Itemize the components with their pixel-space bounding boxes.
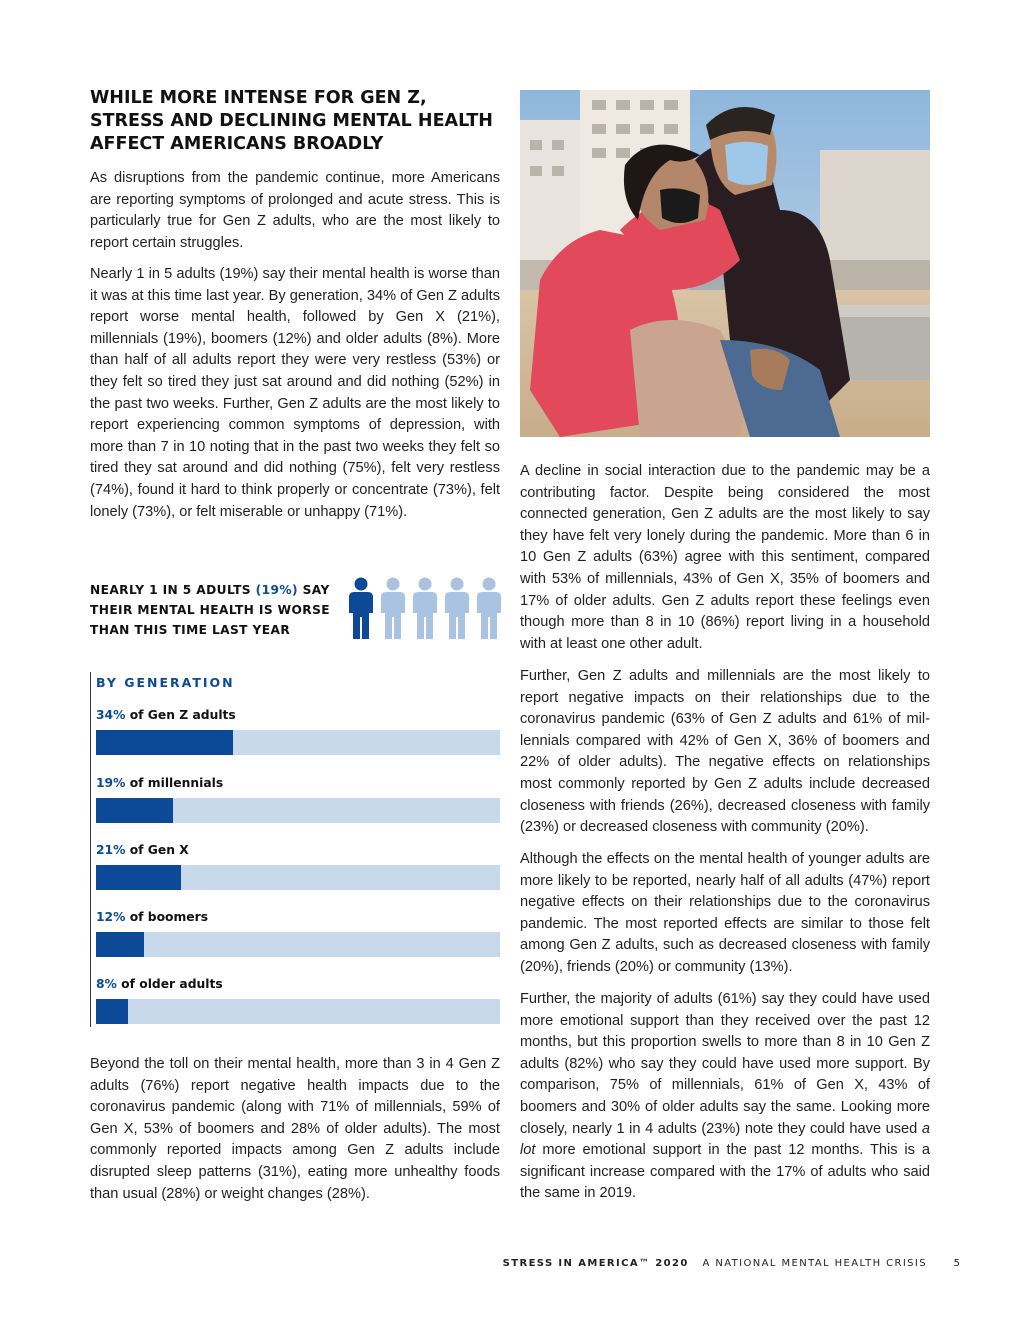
bar-value-label: 12% bbox=[96, 910, 126, 924]
health-impacts-paragraph: Beyond the toll on their mental health, more than 3 in 4 Gen Z adults (76%) report negative health impacts due to the coronavirus pandemic (along with 71% of millennials, 59% of Gen X, 53% of boomers and 28% of older adults). The most commonly reported impacts among Gen Z adults include disrupted sleep patterns (31%), eating more unhealthy foods than usual (28%) or weight changes (28%). bbox=[90, 1056, 500, 1202]
couple-masks-photo bbox=[520, 90, 930, 437]
relationships-paragraph: Further, Gen Z adults and millennials are the most likely to report negative impacts on their relationships due to the coronavirus pandemic (63% of Gen Z adults and 61% of millennials compared with 42% of Gen X, 36% of boomers and 22% of older adults). The negative effects on relationships most commonly reported by Gen Z adults include decreased closeness with friends (26%), decreased closeness with family (23%) or decreased closeness with community (20%). bbox=[520, 668, 930, 836]
bar-row-gen-x bbox=[96, 842, 500, 890]
person-icon bbox=[413, 578, 437, 640]
emotional-support-text-b: more emotional support in the past 12 months. This is a significant increase compared with the 17% of adults who said the same in 2019. bbox=[520, 1142, 930, 1202]
headline-line-3: AFFECT AMERICANS BROADLY bbox=[90, 134, 384, 154]
footer-brand: STRESS IN AMERICA™ 2020 bbox=[502, 1258, 689, 1269]
bar-row-millennials bbox=[96, 775, 500, 823]
bar-value-label: 8% bbox=[96, 977, 117, 991]
bar-track bbox=[96, 730, 500, 755]
page-headline bbox=[90, 87, 510, 156]
social-interaction-paragraph: A decline in social interaction due to the pandemic may be a contributing factor. Despite being considered the most connected generation, Gen Z adults are the most likely to say they have felt very lonely during the pandemic. More than 6 in 10 Gen Z adults (63%) agree with this sentiment, compared with 53% of millennials, 43% of Gen X, 35% of boomers and 17% of older adults. Gen Z adults report these feelings even though more than 8 in 10 (86%) report living in a household with at least one other adult. bbox=[520, 463, 930, 652]
bar-fill-older-adults bbox=[96, 999, 128, 1024]
bar-track bbox=[96, 865, 500, 890]
bar-fill-boomers bbox=[96, 932, 144, 957]
callout-text-start: NEARLY 1 IN 5 ADULTS bbox=[90, 583, 256, 597]
bar-fill-millennials bbox=[96, 798, 173, 823]
person-icon bbox=[445, 578, 469, 640]
bar-label bbox=[96, 775, 500, 791]
bar-category-label: of Gen X bbox=[129, 843, 189, 857]
all-adults-relationships-paragraph: Although the effects on the mental health of younger adults are more likely to be reported, nearly half of all adults (47%) report negative effects on their relationships due to the coronavirus pandemic. The most reported effects are similar to those felt among Gen Z adults, such as decreased closeness with family (20%), friends (20%) or community (13%). bbox=[520, 851, 930, 975]
bar-value-label: 34% bbox=[96, 708, 126, 722]
bar-row-gen-z bbox=[96, 707, 500, 755]
emotional-support-paragraph bbox=[520, 989, 930, 1205]
person-icon bbox=[381, 578, 405, 640]
people-pictogram bbox=[347, 577, 503, 641]
bar-label bbox=[96, 707, 500, 723]
headline-line-1: WHILE MORE INTENSE FOR GEN Z, bbox=[90, 88, 427, 108]
emotional-support-text-a: Further, the majority of adults (61%) say they could have used more emotional support than they received over the past 12 months, but this proportion swells to more than 8 in 10 Gen Z adults (82%) who say they could have used more support. By comparison, 75% of millennials, 61% of Gen X, 43% of boomers and 30% of older adults say the same. Looking more closely, nearly 1 in 4 adults (23%) note they could have used bbox=[520, 991, 930, 1137]
bar-track bbox=[96, 932, 500, 957]
bar-category-label: of older adults bbox=[121, 977, 223, 991]
headline-line-2: STRESS AND DECLINING MENTAL HEALTH bbox=[90, 111, 493, 131]
bar-row-older-adults bbox=[96, 976, 500, 1024]
bar-value-label: 19% bbox=[96, 776, 126, 790]
callout-text-end: SAY THEIR MENTAL HEALTH IS WORSE THAN THIS TIME LAST YEAR bbox=[90, 583, 330, 637]
bar-category-label: of millennials bbox=[129, 776, 224, 790]
bar-label bbox=[96, 909, 500, 925]
bar-fill-gen-x bbox=[96, 865, 181, 890]
mental-health-paragraph: Nearly 1 in 5 adults (19%) say their mental health is worse than it was at this time last year. By generation, 34% of Gen Z adults report worse mental health, followed by Gen X (21%), millennials (19%), boomers (12%) and older adults (8%). More than half of all adults report they were very restless (53%) or they felt so tired they just sat around and did nothing (52%) in the past two weeks. Further, Gen Z adults are the most likely to report experiencing common symptoms of depression, with more than 7 in 10 noting that in the past two weeks they felt so tired they sat around and did nothing (75%), felt very restless (74%), found it hard to think properly or concentrate (73%), felt lonely (73%), or felt miserable or unhappy (71%). bbox=[90, 266, 500, 520]
person-icon bbox=[477, 578, 501, 640]
bar-category-label: of boomers bbox=[129, 910, 209, 924]
footer-subtitle: A NATIONAL MENTAL HEALTH CRISIS bbox=[702, 1258, 928, 1269]
bar-label bbox=[96, 976, 500, 992]
callout-percent: (19%) bbox=[255, 583, 298, 597]
bar-track bbox=[96, 999, 500, 1024]
page-number: 5 bbox=[953, 1258, 960, 1269]
callout-stat bbox=[90, 580, 340, 640]
bar-value-label: 21% bbox=[96, 843, 126, 857]
bar-track bbox=[96, 798, 500, 823]
emphasis-a-lot: a lot bbox=[520, 1120, 930, 1159]
page-footer bbox=[503, 1258, 960, 1269]
chart-title: BY GENERATION bbox=[96, 675, 235, 690]
bar-row-boomers bbox=[96, 909, 500, 957]
bar-fill-gen-z bbox=[96, 730, 233, 755]
intro-paragraph: As disruptions from the pandemic continue, more Americans are reporting symptoms of prolonged and acute stress. This is particularly true for Gen Z adults, who are the most likely to report certain struggles. bbox=[90, 170, 500, 251]
bar-label bbox=[96, 842, 500, 858]
bar-category-label: of Gen Z adults bbox=[129, 708, 236, 722]
person-icon-highlighted bbox=[349, 578, 373, 640]
